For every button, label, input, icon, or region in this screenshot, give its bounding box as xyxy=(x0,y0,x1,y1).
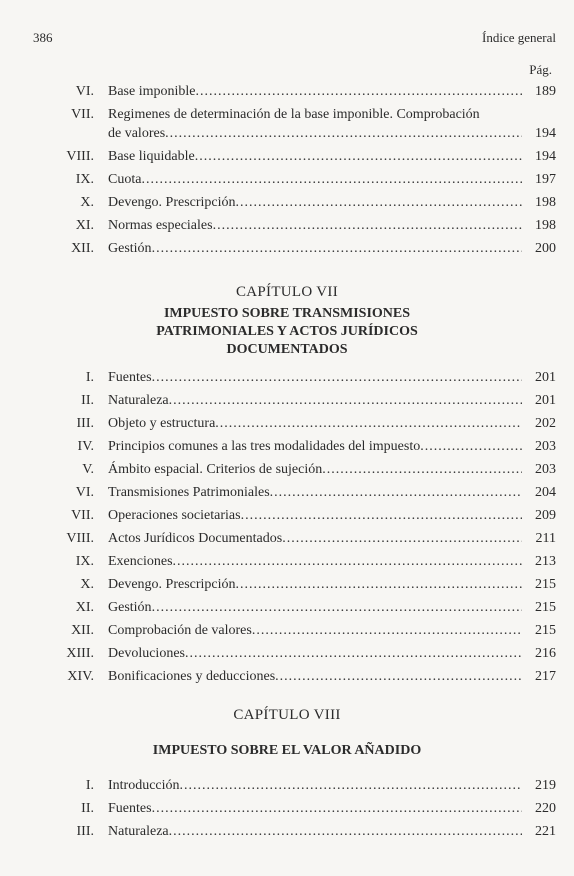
entry-title: Ámbito espacial. Criterios de sujeción xyxy=(108,462,323,477)
toc-entry xyxy=(0,820,574,843)
entry-title: Fuentes xyxy=(108,370,152,385)
entry-number: VII. xyxy=(71,508,94,523)
dot-leader xyxy=(236,573,522,596)
toc-entry xyxy=(0,191,574,214)
entry-title: Base liquidable xyxy=(108,149,195,164)
toc-entry xyxy=(0,619,574,642)
toc-entry xyxy=(0,412,574,435)
dot-leader xyxy=(420,435,522,458)
entry-title: Cuota xyxy=(108,172,142,187)
entry-title: Operaciones societarias xyxy=(108,508,241,523)
entry-page-number: 200 xyxy=(535,241,556,256)
dot-leader xyxy=(236,191,522,214)
dot-leader xyxy=(195,145,522,168)
entry-page-number: 201 xyxy=(535,393,556,408)
dot-leader xyxy=(252,619,522,642)
entry-number: I. xyxy=(85,778,94,793)
dot-leader xyxy=(152,797,522,820)
chapter-title-line: PATRIMONIALES Y ACTOS JURÍDICOS xyxy=(156,324,418,339)
entry-number: XIV. xyxy=(67,669,94,684)
toc-entry xyxy=(0,774,574,797)
entry-number: X. xyxy=(80,577,94,592)
entry-title: Actos Jurídicos Documentados xyxy=(108,531,283,546)
entry-title: Principios comunes a las tres modalidades del impuesto xyxy=(108,439,421,454)
entry-page-number: 209 xyxy=(535,508,556,523)
entry-page-number: 215 xyxy=(535,577,556,592)
toc-entry xyxy=(0,665,574,688)
entry-page-number: 194 xyxy=(535,126,556,141)
entry-number: XII. xyxy=(71,623,94,638)
toc-entry xyxy=(0,527,574,550)
entry-number: XI. xyxy=(75,218,94,233)
entry-title: Naturaleza xyxy=(108,824,169,839)
entry-number: VII. xyxy=(71,107,94,122)
toc-entry xyxy=(0,458,574,481)
entry-title: Exenciones xyxy=(108,554,173,569)
toc-entry xyxy=(0,145,574,168)
dot-leader xyxy=(282,527,522,550)
entry-number: II. xyxy=(81,393,94,408)
entry-page-number: 204 xyxy=(535,485,556,500)
entry-title: Transmisiones Patrimoniales xyxy=(108,485,270,500)
entry-page-number: 203 xyxy=(535,439,556,454)
toc-entry xyxy=(0,642,574,665)
entry-number: VIII. xyxy=(66,531,94,546)
entry-number: VI. xyxy=(75,485,94,500)
entry-page-number: 198 xyxy=(535,195,556,210)
entry-number: XII. xyxy=(71,241,94,256)
dot-leader xyxy=(169,820,522,843)
toc-entry xyxy=(0,103,574,145)
toc-entry xyxy=(0,366,574,389)
chapter-7-heading xyxy=(0,284,574,359)
dot-leader xyxy=(173,550,522,573)
dot-leader xyxy=(169,389,522,412)
entry-title: Naturaleza xyxy=(108,393,169,408)
entry-title: Normas especiales xyxy=(108,218,213,233)
toc-entry xyxy=(0,80,574,103)
entry-title: Objeto y estructura xyxy=(108,416,216,431)
entry-title: Devengo. Prescripción xyxy=(108,195,236,210)
entry-page-number: 189 xyxy=(535,84,556,99)
entry-page-number: 216 xyxy=(535,646,556,661)
entry-page-number: 221 xyxy=(535,824,556,839)
toc-entry xyxy=(0,596,574,619)
entry-page-number: 211 xyxy=(535,531,556,546)
page-number: 386 xyxy=(33,30,53,45)
toc-entry xyxy=(0,168,574,191)
entry-title: Devengo. Prescripción xyxy=(108,577,236,592)
entry-number: III. xyxy=(76,416,94,431)
toc-entry xyxy=(0,435,574,458)
dot-leader xyxy=(275,665,522,688)
entry-page-number: 215 xyxy=(535,623,556,638)
toc-entry xyxy=(0,389,574,412)
dot-leader xyxy=(152,596,522,619)
entry-page-number: 220 xyxy=(535,801,556,816)
dot-leader xyxy=(152,366,522,389)
toc-entry xyxy=(0,550,574,573)
dot-leader xyxy=(241,504,522,527)
entry-title-continuation: de valores xyxy=(108,126,166,141)
dot-leader xyxy=(213,214,522,237)
entry-title: Introducción xyxy=(108,778,180,793)
entry-number: V. xyxy=(82,462,94,477)
dot-leader xyxy=(185,642,522,665)
dot-leader xyxy=(196,80,523,103)
entry-page-number: 219 xyxy=(535,778,556,793)
entry-title: Gestión xyxy=(108,241,152,256)
dot-leader xyxy=(165,122,522,145)
entry-number: II. xyxy=(81,801,94,816)
dot-leader xyxy=(141,168,522,191)
toc-entry xyxy=(0,481,574,504)
entry-title: Fuentes xyxy=(108,801,152,816)
toc-entry xyxy=(0,797,574,820)
entry-page-number: 217 xyxy=(535,669,556,684)
dot-leader xyxy=(180,774,522,797)
entry-number: IV. xyxy=(77,439,94,454)
entry-title: Regimenes de determinación de la base imponible. Comprobación xyxy=(108,107,480,122)
entry-title: Devoluciones xyxy=(108,646,185,661)
entry-title: Comprobación de valores xyxy=(108,623,252,638)
entry-number: X. xyxy=(80,195,94,210)
entry-page-number: 194 xyxy=(535,149,556,164)
entry-page-number: 201 xyxy=(535,370,556,385)
entry-title: Base imponible xyxy=(108,84,196,99)
dot-leader xyxy=(322,458,522,481)
entry-number: XI. xyxy=(75,600,94,615)
running-title: Índice general xyxy=(482,30,556,45)
dot-leader xyxy=(270,481,522,504)
toc-entry xyxy=(0,214,574,237)
toc-entry xyxy=(0,573,574,596)
toc-entry xyxy=(0,237,574,260)
toc-entry xyxy=(0,504,574,527)
entry-title: Gestión xyxy=(108,600,152,615)
chapter-title-line: IMPUESTO SOBRE TRANSMISIONES xyxy=(163,306,411,321)
chapter-title-line: DOCUMENTADOS xyxy=(226,342,348,357)
entry-page-number: 197 xyxy=(535,172,556,187)
dot-leader xyxy=(215,412,522,435)
entry-number: VIII. xyxy=(66,149,94,164)
dot-leader xyxy=(152,237,522,260)
chapter-label: CAPÍTULO VIII xyxy=(233,707,341,723)
page-column-heading: Pág. xyxy=(529,62,552,77)
toc-section-chapter-7 xyxy=(0,366,574,688)
chapter-title-line: IMPUESTO SOBRE EL VALOR AÑADIDO xyxy=(152,743,422,758)
entry-page-number: 215 xyxy=(535,600,556,615)
entry-number: III. xyxy=(76,824,94,839)
entry-number: IX. xyxy=(75,554,94,569)
entry-number: XIII. xyxy=(66,646,94,661)
entry-number: I. xyxy=(85,370,94,385)
entry-page-number: 198 xyxy=(535,218,556,233)
entry-page-number: 203 xyxy=(535,462,556,477)
entry-page-number: 213 xyxy=(535,554,556,569)
chapter-label: CAPÍTULO VII xyxy=(235,284,339,300)
entry-number: VI. xyxy=(75,84,94,99)
toc-section-chapter-8 xyxy=(0,774,574,843)
entry-page-number: 202 xyxy=(535,416,556,431)
toc-section-chapter-6-end xyxy=(0,80,574,260)
entry-title: Bonificaciones y deducciones xyxy=(108,669,276,684)
entry-number: IX. xyxy=(75,172,94,187)
chapter-8-heading xyxy=(0,707,574,760)
